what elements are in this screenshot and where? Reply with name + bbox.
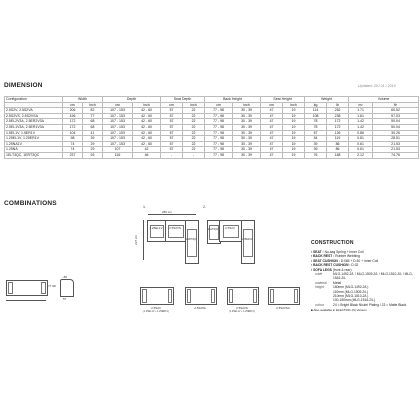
unit-cell: cm: [103, 102, 133, 108]
sofa-variant-drawing: [185, 287, 217, 305]
table-cell: 21.53: [373, 141, 419, 147]
configuration-cell: 2.5EL2V3A, 2.5ER2V3A: [5, 119, 63, 125]
legs-spec-value: Metal: [333, 280, 342, 285]
construction-text: Rubber Webbing: [335, 254, 360, 259]
table-cell: -: [161, 152, 183, 158]
unit-cell: cm: [261, 102, 283, 108]
variant-sub: (1.25EL1V + 1.25ER1V): [229, 310, 255, 313]
construction-item: ▪ SEAT : No-sag Spring + Inner Coil: [311, 250, 364, 254]
column-header: Depth: [103, 97, 161, 103]
table-cell: 116: [103, 152, 133, 158]
combinations-title: COMBINATIONS: [4, 200, 57, 207]
table-cell: 74: [63, 141, 83, 147]
construction-item: ▪ SEAT CUSHION : D:065 + D:30 + Inner Coil: [311, 258, 379, 263]
configuration-cell: 2.5S2VS, 2.5S2VSA: [5, 113, 63, 119]
table-cell: 68: [83, 124, 103, 130]
table-cell: 238: [327, 113, 349, 119]
table-cell: 86: [327, 147, 349, 153]
construction-label: BACK REST :: [313, 254, 335, 259]
variant-name: 2.5S2VSA: [276, 306, 290, 310]
table-cell: 39: [305, 147, 327, 153]
table-cell: 28.51: [373, 136, 419, 142]
construction-label: BACK REST CUSHION :: [313, 263, 351, 268]
table-cell: 0.61: [349, 141, 373, 147]
table-cell: 19: [283, 136, 305, 142]
table-cell: 57.03: [373, 113, 419, 119]
legs-spec-value: 24 = Bright Black Nickel Plating / 23 = Matte Black: [333, 302, 407, 307]
table-cell: 77 - 98: [205, 147, 233, 153]
module-label: 2.5S2V: [225, 226, 235, 230]
module-label: 1ERT3QC: [186, 238, 197, 241]
table-cell: 47: [261, 147, 283, 153]
table-cell: 30 - 39: [233, 136, 261, 142]
table-cell: 54: [305, 136, 327, 142]
table-cell: 77 - 98: [205, 124, 233, 130]
table-cell: 39: [305, 141, 327, 147]
module-label: 1.25EL1V: [149, 226, 163, 230]
table-cell: 107 - 153: [103, 136, 133, 142]
table-cell: 42: [133, 147, 161, 153]
construction-label: SEAT :: [313, 250, 324, 254]
table-cell: 47: [261, 152, 283, 158]
table-cell: 172: [327, 124, 349, 130]
table-cell: 252: [327, 108, 349, 114]
table-cell: 98: [63, 136, 83, 142]
construction-text: D:065 + D:30 + Inner Coil: [340, 258, 379, 263]
variant-sub: (1.25EL1V + 1.25ER1V): [143, 310, 169, 313]
table-cell: 47: [261, 119, 283, 125]
table-cell: 42 - 60: [133, 108, 161, 114]
table-cell: 57: [161, 130, 183, 136]
side-dimension: 57: [63, 297, 67, 301]
table-cell: 107: [103, 147, 133, 153]
table-cell: 77 - 98: [205, 136, 233, 142]
table-cell: 30 - 39: [233, 147, 261, 153]
table-cell: 77 - 98: [205, 152, 233, 158]
table-cell: 107 - 153: [103, 130, 133, 136]
dimension-table: [4, 96, 419, 159]
config-1-depth: 237 cm: [133, 235, 138, 245]
table-cell: 1.71: [349, 108, 373, 114]
table-cell: 1.42: [349, 119, 373, 125]
table-cell: 57: [161, 147, 183, 153]
construction-item: ▪ BACK REST CUSHION : D:32: [311, 263, 359, 268]
table-cell: 0.86: [349, 130, 373, 136]
table-cell: 22: [183, 124, 205, 130]
table-cell: 60.52: [373, 108, 419, 114]
table-cell: 0.61: [349, 147, 373, 153]
table-cell: 168: [327, 152, 349, 158]
variant-name: 2.5S2V: [151, 306, 161, 310]
table-cell: 1.61: [349, 113, 373, 119]
sofa-side-view: [60, 279, 74, 297]
unit-cell: inch: [183, 102, 205, 108]
sofa-variant-drawing: [268, 287, 300, 305]
legs-spec-row: [315, 303, 419, 307]
table-cell: 172: [63, 119, 83, 125]
table-cell: 30 - 39: [233, 119, 261, 125]
construction-text: (front & rear):: [332, 267, 353, 272]
sofa-variant-drawing: [227, 287, 259, 305]
table-cell: 172: [63, 124, 83, 130]
table-cell: 42 - 60: [133, 136, 161, 142]
table-cell: 126: [327, 130, 349, 136]
front-width-line: [6, 300, 46, 301]
configuration-cell: 1ELT3QC, 1ERT3QC: [5, 152, 63, 158]
side-dimension: 77-98: [48, 284, 56, 288]
construction-footnote: ■ Also available in ELECTRIC (N) Version: [311, 308, 367, 313]
table-cell: 78: [305, 119, 327, 125]
table-cell: 77 - 98: [205, 130, 233, 136]
module-label: 1.25ER1V: [241, 238, 253, 241]
updated-date: Updated: 29 / 01 / 2019: [358, 84, 396, 88]
table-cell: 19: [283, 141, 305, 147]
table-cell: 119: [327, 136, 349, 142]
table-cell: 57: [161, 141, 183, 147]
legs-spec-value: 100-150mm (MLG-1516-2/L): [333, 298, 375, 303]
table-cell: 57: [305, 130, 327, 136]
unit-cell: lb: [327, 102, 349, 108]
table-cell: 108: [305, 113, 327, 119]
unit-cell: inch: [233, 102, 261, 108]
construction-text: D:32: [351, 263, 359, 268]
table-cell: 19: [283, 113, 305, 119]
table-cell: 107 - 153: [103, 124, 133, 130]
table-body: [5, 108, 419, 158]
column-header: Volume: [349, 97, 419, 103]
table-cell: 172: [327, 119, 349, 125]
unit-cell: inch: [133, 102, 161, 108]
configuration-cell: 1.5EL1V, 1.5ER1V: [5, 130, 63, 136]
table-cell: 47: [261, 136, 283, 142]
table-cell: 46: [133, 152, 161, 158]
configuration-cell: 2.5EL1V3A, 2.5ER1V3A: [5, 124, 63, 130]
legs-spec-key: height: [315, 285, 324, 290]
sofa-module: [219, 220, 243, 242]
table-cell: 107 - 153: [103, 141, 133, 147]
corner-module: [241, 220, 255, 264]
table-cell: 57: [161, 119, 183, 125]
table-cell: 39: [83, 136, 103, 142]
configuration-cell: 2.5S2V, 2.5S2VA: [5, 108, 63, 114]
table-cell: 19: [283, 119, 305, 125]
unit-cell: ft³: [373, 102, 419, 108]
table-cell: 30 - 39: [233, 124, 261, 130]
table-cell: 77 - 98: [205, 119, 233, 125]
table-cell: 0.81: [349, 136, 373, 142]
table-cell: 30 - 39: [233, 113, 261, 119]
table-cell: 29: [83, 141, 103, 147]
table-cell: 47: [261, 130, 283, 136]
table-cell: 19: [283, 124, 305, 130]
table-cell: 57: [161, 136, 183, 142]
construction-list: [311, 250, 419, 313]
unit-cell: inch: [83, 102, 103, 108]
table-cell: 42 - 60: [133, 141, 161, 147]
construction-title: CONSTRUCTION: [311, 240, 354, 246]
table-cell: 30 - 39: [233, 130, 261, 136]
table-cell: 68: [83, 119, 103, 125]
unit-cell: cm: [63, 102, 83, 108]
unit-cell: inch: [283, 102, 305, 108]
legs-spec-value: MLG-1492-2/L / MLG-1509-2/L / MLG-1510-2/L / MLG-1516-2/L: [333, 272, 413, 281]
table-cell: 19: [283, 147, 305, 153]
depth-dimension-line: [143, 220, 144, 260]
table-cell: 21.53: [373, 147, 419, 153]
table-cell: 47: [261, 141, 283, 147]
table-cell: 42 - 60: [133, 113, 161, 119]
column-header: Seat Depth: [161, 97, 205, 103]
sofa-variant-drawing: [140, 287, 174, 305]
unit-cell: m³: [349, 102, 373, 108]
table-cell: 19: [283, 130, 305, 136]
table-cell: 1.42: [349, 124, 373, 130]
table-cell: 22: [183, 136, 205, 142]
table-cell: 77: [83, 113, 103, 119]
table-cell: 22: [183, 141, 205, 147]
construction-label: SEAT CUSHION :: [313, 258, 340, 263]
table-cell: 57: [161, 108, 183, 114]
module-label: 2.5S2VS: [169, 226, 181, 230]
construction-label: SOFA LEGS: [313, 267, 332, 272]
table-cell: 77 - 98: [205, 113, 233, 119]
chaise-module: [185, 220, 199, 264]
table-cell: 107 - 153: [103, 119, 133, 125]
table-cell: 50.04: [373, 119, 419, 125]
legs-spec-value: 110mm (MLG-1509-2/L): [333, 289, 369, 294]
construction-item: ▪ BACK REST : Rubber Webbing: [311, 254, 360, 259]
table-cell: 76: [305, 152, 327, 158]
variant-name: 2.5S2VA: [194, 306, 206, 310]
table-cell: 2.12: [349, 152, 373, 158]
table-cell: 86: [327, 141, 349, 147]
table-cell: 30 - 39: [233, 141, 261, 147]
column-header: Seat Height: [261, 97, 305, 103]
table-cell: 22: [183, 113, 205, 119]
table-cell: 47: [261, 124, 283, 130]
table-cell: 74: [63, 147, 83, 153]
table-cell: 30.26: [373, 130, 419, 136]
table-cell: 41: [83, 130, 103, 136]
table-cell: 82: [83, 108, 103, 114]
table-cell: 74.76: [373, 152, 419, 158]
table-cell: 19: [283, 152, 305, 158]
legs-spec-key: material: [315, 280, 327, 285]
table-cell: 22: [183, 147, 205, 153]
unit-cell: kg: [305, 102, 327, 108]
column-header: Weight: [305, 97, 349, 103]
sofa-module: [147, 220, 167, 242]
table-cell: 22: [183, 108, 205, 114]
unit-cell: cm: [205, 102, 233, 108]
table-cell: 206: [63, 108, 83, 114]
module-label: 1ELT3QC: [207, 228, 219, 231]
dimension-title: DIMENSION: [4, 82, 43, 89]
legs-spec-value: 160mm (MLG-1492-2/L): [333, 285, 369, 290]
table-cell: 22: [183, 130, 205, 136]
table-cell: 237: [63, 152, 83, 158]
column-header: Back Height: [205, 97, 261, 103]
config-1-number: 1.: [143, 205, 146, 209]
table-cell: 104: [63, 130, 83, 136]
sofa-front-view: [6, 280, 48, 296]
table-cell: 29: [83, 147, 103, 153]
table-cell: 30 - 39: [233, 152, 261, 158]
table-cell: 107 - 153: [103, 108, 133, 114]
table-cell: 77 - 98: [205, 108, 233, 114]
sofa-module: [165, 220, 187, 242]
construction-text: No-sag Spring + Inner Coil: [324, 250, 364, 254]
table-cell: 42 - 60: [133, 124, 161, 130]
table-cell: 57: [161, 113, 183, 119]
variant-name: 2.5S2VS: [236, 306, 248, 310]
config-1-width: 286 cm: [162, 210, 172, 214]
table-cell: 196: [63, 113, 83, 119]
unit-cell: cm: [161, 102, 183, 108]
table-cell: 93: [83, 152, 103, 158]
table-cell: 22: [183, 119, 205, 125]
legs-spec-key: code: [315, 272, 323, 277]
configuration-cell: 1.25NA: [5, 147, 63, 153]
column-header: Width: [63, 97, 103, 103]
table-cell: 30 - 39: [233, 108, 261, 114]
table-cell: 114: [305, 108, 327, 114]
table-cell: 77 - 98: [205, 141, 233, 147]
width-dimension-line: [148, 214, 196, 215]
side-dimension: ~50: [62, 275, 68, 279]
column-header: Configuration: [5, 97, 63, 103]
table-cell: 57: [161, 124, 183, 130]
table-cell: 19: [283, 108, 305, 114]
table-cell: 78: [305, 124, 327, 130]
table-cell: 47: [261, 113, 283, 119]
legs-spec-key: colour: [315, 302, 324, 307]
table-cell: 47: [261, 108, 283, 114]
legs-spec-value: 210mm (MLG-1510-2/L): [333, 294, 369, 299]
legs-spec-row: [315, 272, 419, 281]
configuration-cell: 1.25EL1V, 1.25ER1V: [5, 136, 63, 142]
config-2-number: 2.: [203, 205, 206, 209]
legs-spec-list: [315, 272, 419, 307]
table-cell: 107 - 153: [103, 113, 133, 119]
configuration-cell: 1.25NA1V: [5, 141, 63, 147]
table-cell: -: [183, 152, 205, 158]
table-row: [5, 152, 419, 158]
table-cell: 50.04: [373, 124, 419, 130]
construction-item: ▪ SOFA LEGS (front & rear):: [311, 267, 353, 272]
table-cell: 42 - 60: [133, 119, 161, 125]
table-cell: 42 - 60: [133, 130, 161, 136]
